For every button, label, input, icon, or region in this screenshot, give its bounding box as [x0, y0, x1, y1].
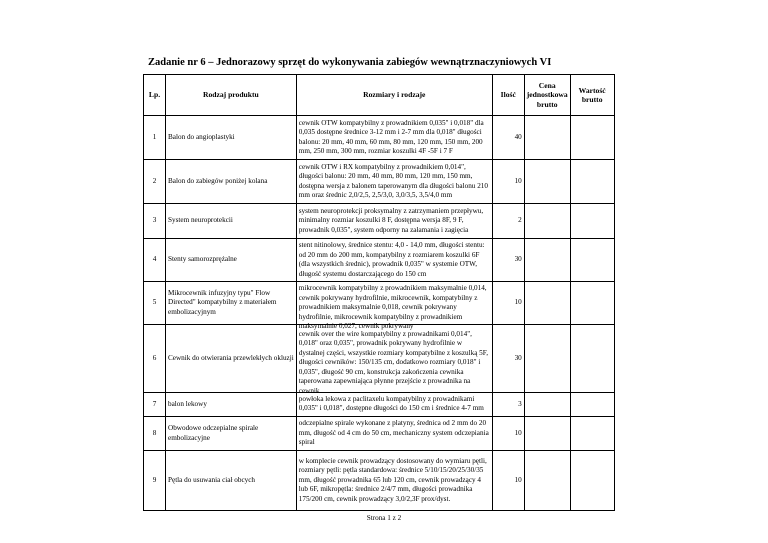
cell-sizes [296, 282, 492, 331]
table-row [144, 116, 615, 160]
sizes-text: cewnik OTW i RX kompatybilny z prowadnikiem 0,014", długości balonu: 20 mm, 40 mm, 80 mm, 120 mm, 150 mm, dostępna wersja z balonem taperowanym dla długości balonu 210 mm oraz średnic 2,0/2,5, 2,5/3,0, 3,0/3,5, 3,5/4,0 mm [298, 162, 488, 200]
cell-qty: 40 [492, 116, 524, 160]
cell-total [570, 393, 614, 417]
cell-product: Cewnik do otwierania przewlekłych okluzji [166, 325, 297, 393]
cell-sizes [296, 204, 492, 239]
cell-qty: 10 [492, 451, 524, 511]
products-table [143, 74, 615, 511]
cell-product: Balon do angioplastyki [166, 116, 297, 160]
cell-lp: 5 [144, 282, 166, 325]
document-title: Zadanie nr 6 – Jednorazowy sprzęt do wykonywania zabiegów wewnątrznaczyniowych VI [148, 57, 552, 68]
cell-qty: 10 [492, 282, 524, 325]
cell-total [570, 160, 614, 204]
cell-lp: 2 [144, 160, 166, 204]
cell-product: Pętla do usuwania ciał obcych [166, 451, 297, 511]
header-lp: Lp. [144, 75, 166, 116]
header-total: Wartość brutto [570, 75, 614, 116]
cell-qty: 10 [492, 417, 524, 451]
sizes-text: system neuroprotekcji proksymalny z zatrzymaniem przepływu, minimalny rozmiar koszulki 8 F, dostępna wersja 8F, 9 F, prowadnik 0,035", system odporny na załamania i zagięcia [298, 206, 484, 234]
cell-sizes [296, 116, 492, 160]
table-row [144, 325, 615, 393]
cell-unit-price [524, 417, 570, 451]
cell-qty: 10 [492, 160, 524, 204]
cell-unit-price [524, 393, 570, 417]
cell-product: System neuroprotekcii [166, 204, 297, 239]
cell-unit-price [524, 282, 570, 325]
sizes-text: w komplecie cewnik prowadzący dostosowany do wymiaru pętli, rozmiary pętli: pętla standardowa: średnice 5/10/15/20/25/30/35 mm, długość prowadnika 65 lub 120 cm, cewnik prowadzący 4 lub 6F, mikropętla: średnice 2/4/7 mm, długości prowadnika 175/200 cm, cewnik prowadzący 3,0/2,3F prox/dyst. [298, 456, 487, 503]
cell-unit-price [524, 239, 570, 282]
table-row [144, 451, 615, 511]
cell-sizes [296, 393, 492, 417]
sizes-text: powłoka lekowa z paclitaxelu kompatybilny z prowadnikami 0,035" i 0,018", dostępne długości do 150 cm i średnice 4-7 mm [298, 394, 484, 413]
cell-unit-price [524, 325, 570, 393]
sizes-text: cewnik over the wire kompatybilny z prowadnikami 0,014", 0,018" oraz 0,035", prowadnik pokrywany hydrofilnie w dystalnej części, wszystkie rozmiary kompatybilne z koszulką 5F, długości cewników: 150/135 cm, dodatkowo rozmiary 0,018" i 0,035", długość 90 cm, konstrukcja zakończenia cewnika taperowana zapewniająca płynne przejście z prowadnika na cewnik [298, 329, 488, 396]
cell-sizes [296, 239, 492, 282]
cell-total [570, 204, 614, 239]
cell-unit-price [524, 451, 570, 511]
cell-product: balon lekowy [166, 393, 297, 417]
cell-sizes [296, 451, 492, 511]
cell-unit-price [524, 160, 570, 204]
sizes-text: odczepialne spirale wykonane z platyny, średnica od 2 mm do 20 mm, długość od 4 cm do 50 cm, mechaniczny system odczepiania spiral [298, 419, 489, 447]
cell-lp: 6 [144, 325, 166, 393]
cell-sizes [296, 417, 492, 451]
cell-sizes [296, 325, 492, 396]
cell-sizes [296, 160, 492, 204]
table-row [144, 204, 615, 239]
cell-qty: 2 [492, 204, 524, 239]
cell-lp: 9 [144, 451, 166, 511]
sizes-text: cewnik OTW kompatybilny z prowadnikiem 0,035" i 0,018" dla 0,035 dostępne średnice 3-12 mm i 2-7 mm dla 0,018" długości balonu: 20 mm, 40 mm, 60 mm, 80 mm, 120 mm, 150 mm, 200 mm, 250 mm, 300 mm, rozmiar koszulki 4F -5F i 7 F [298, 118, 484, 156]
cell-total [570, 239, 614, 282]
sizes-text: stent nitinolowy, średnice stentu: 4,0 - 14,0 mm, długości stentu: od 20 mm do 200 mm, kompatybilny z rozmiarem koszulki 6F (dla wszystkich średnic), prowadnik 0,035" w systemie OTW, długość systemu dostarczającego do 150 cm [298, 241, 485, 278]
table-row [144, 393, 615, 417]
cell-lp: 8 [144, 417, 166, 451]
header-sizes: Rozmiary i rodzaje [296, 75, 492, 116]
table-row [144, 239, 615, 282]
cell-qty: 3 [492, 393, 524, 417]
cell-lp: 3 [144, 204, 166, 239]
header-product: Rodzaj produktu [166, 75, 297, 116]
cell-total [570, 451, 614, 511]
cell-total [570, 116, 614, 160]
table-row [144, 160, 615, 204]
header-unit-price: Cena jednostkowa brutto [524, 75, 570, 116]
cell-lp: 4 [144, 239, 166, 282]
cell-total [570, 282, 614, 325]
table-row [144, 417, 615, 451]
cell-total [570, 417, 614, 451]
cell-qty: 30 [492, 239, 524, 282]
table-row [144, 282, 615, 325]
cell-product: Obwodowe odczepialne spirale embolizacyjne [166, 417, 297, 451]
cell-product: Stenty samorozprężalne [166, 239, 297, 282]
cell-unit-price [524, 116, 570, 160]
cell-lp: 1 [144, 116, 166, 160]
cell-unit-price [524, 204, 570, 239]
cell-total [570, 325, 614, 393]
sizes-text: mikrocewnik kompatybilny z prowadnikiem maksymalnie 0,014, cewnik pokrywany hydrofilnie, mikrocewnik, kompatybilny z prowadnikiem maksymalnie 0,018, cewnik pokrywany hydrofilnie, mikrocewnik kompatybilny z prowadnikiem maksymalnie 0,027, cewnik pokrywany [298, 284, 487, 331]
cell-product: Balon do zabiegów poniżej kolana [166, 160, 297, 204]
cell-lp: 7 [144, 393, 166, 417]
header-qty: Ilość [492, 75, 524, 116]
table-header-row [144, 75, 615, 116]
cell-product: Mikrocewnik infuzyjny typu" Flow Directed" kompatybilny z materiałem embolizacyjnym [166, 282, 297, 325]
page-number: Strona 1 z 2 [366, 514, 402, 522]
cell-qty: 30 [492, 325, 524, 393]
